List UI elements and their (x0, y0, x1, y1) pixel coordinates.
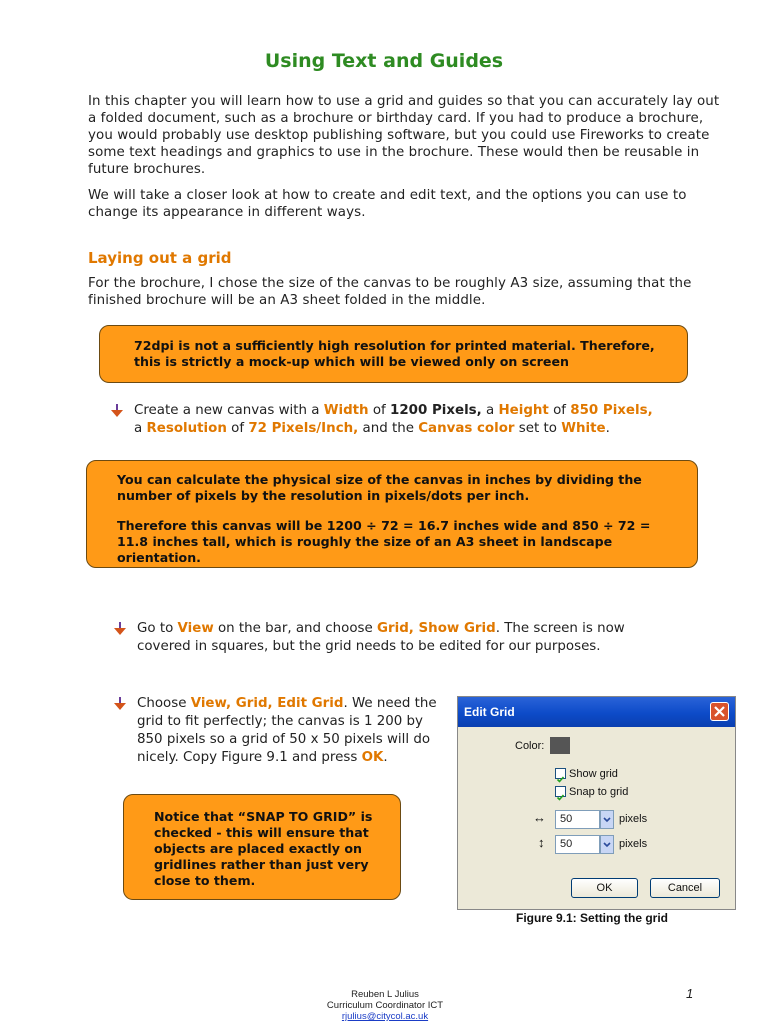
horizontal-unit-label: pixels (619, 813, 648, 825)
ok-term: OK (361, 750, 384, 765)
bullet-arrow-icon (114, 622, 126, 636)
edit-grid-dialog (457, 696, 736, 910)
callout-line: 72dpi is not a sufficiently high resolution for printed material. Therefore, (134, 338, 655, 353)
chevron-down-icon (601, 836, 613, 853)
page-number: 1 (686, 986, 694, 1001)
vertical-spacing-icon: ↕ (538, 835, 545, 850)
snap-to-grid-label: Snap to grid (569, 786, 629, 798)
text: . (605, 421, 610, 436)
text: set to (514, 421, 562, 436)
dialog-titlebar (458, 697, 735, 727)
page-title: Using Text and Guides (264, 50, 504, 72)
text: Create a new canvas with a (134, 403, 324, 418)
text: of (226, 421, 249, 436)
resolution-note-callout (99, 325, 688, 383)
show-grid-checkbox[interactable] (555, 768, 566, 779)
view-term: View (177, 621, 214, 636)
text: Go to (137, 621, 178, 636)
bullet-show-grid (137, 620, 627, 656)
footer-role: Curriculum Coordinator ICT (326, 1000, 444, 1011)
vertical-spacing-dropdown[interactable] (600, 835, 614, 854)
color-label: Color: (515, 740, 545, 752)
vertical-spacing-input[interactable]: 50 (555, 835, 600, 854)
show-grid-term: Grid, Show Grid (377, 621, 496, 636)
figure-caption: Figure 9.1: Setting the grid (516, 911, 669, 925)
checkmark-icon (556, 775, 565, 784)
intro-paragraph-2: We will take a closer look at how to create and edit text, and the options you can use to change its appearance in different ways. (88, 188, 687, 220)
canvas-size-callout (86, 460, 698, 568)
footer-author: Reuben L Julius (351, 989, 419, 1000)
close-icon (711, 703, 728, 720)
close-button[interactable] (710, 702, 729, 721)
footer-email-link[interactable]: rjulius@citycol.ac.uk (341, 1011, 429, 1022)
show-grid-label: Show grid (569, 768, 618, 780)
horizontal-spacing-icon: ↔ (533, 810, 546, 825)
text: . The screen is now covered in squares, but the grid needs to be edited for our purposes. (137, 621, 625, 654)
chevron-down-icon (601, 811, 613, 828)
snap-to-grid-checkbox[interactable] (555, 786, 566, 797)
callout-line: this is strictly a mock-up which will be viewed only on screen (134, 354, 569, 369)
intro-paragraph-1: In this chapter you will learn how to use a grid and guides so that you can accurately lay out a folded document, such as a brochure or birthday card. If you had to produce a brochure, you would probably use desktop publishing software, but you could use Fireworks to create some text headings and graphics to use in the brochure. These would then be reusable in future brochures. (88, 94, 720, 177)
bullet-edit-grid (137, 695, 437, 767)
text: and the (358, 421, 419, 436)
text: Choose (137, 696, 191, 711)
bullet-arrow-icon (111, 404, 123, 418)
checkmark-icon (556, 793, 565, 802)
text: of (548, 403, 571, 418)
width-value: 1200 Pixels, (390, 403, 482, 418)
horizontal-spacing-input[interactable]: 50 (555, 810, 600, 829)
text: a (134, 421, 147, 436)
cancel-button[interactable]: Cancel (650, 878, 720, 898)
callout-paragraph-2: Therefore this canvas will be 1200 ÷ 72 = 16.7 inches wide and 850 ÷ 72 = 11.8 inches tall, which is roughly the size of an A3 sheet in landscape orientation. (117, 518, 651, 565)
resolution-term: Resolution (146, 421, 227, 436)
bullet-arrow-icon (114, 697, 126, 711)
text: of (368, 403, 391, 418)
dialog-title: Edit Grid (464, 705, 515, 719)
snap-to-grid-callout: Notice that “SNAP TO GRID” is checked - this will ensure that objects are placed exactly on gridlines rather than just very close to them. (123, 794, 401, 900)
height-term: Height (498, 403, 549, 418)
canvas-color-term: Canvas color (418, 421, 515, 436)
height-value: 850 Pixels, (570, 403, 653, 418)
bullet-canvas-settings (134, 402, 734, 438)
edit-grid-term: View, Grid, Edit Grid (190, 696, 344, 711)
text: . (383, 750, 388, 765)
horizontal-spacing-dropdown[interactable] (600, 810, 614, 829)
width-term: Width (323, 403, 369, 418)
text: a (481, 403, 499, 418)
ok-button[interactable]: OK (571, 878, 638, 898)
vertical-unit-label: pixels (619, 838, 648, 850)
text: on the bar, and choose (213, 621, 378, 636)
color-swatch-button[interactable] (550, 737, 570, 754)
section-heading: Laying out a grid (88, 249, 232, 267)
text: . We need the grid to fit perfectly; the canvas is 1 200 by 850 pixels so a grid of 50 x 50 pixels will do nicely. Copy Figure 9.1 and press (137, 696, 437, 765)
callout-paragraph-1: You can calculate the physical size of the canvas in inches by dividing the number of pixels by the resolution in pixels/dots per inch. (117, 472, 642, 503)
resolution-value: 72 Pixels/Inch, (248, 421, 359, 436)
white-term: White (561, 421, 606, 436)
section-paragraph: For the brochure, I chose the size of the canvas to be roughly A3 size, assuming that the finished brochure will be an A3 sheet folded in the middle. (88, 276, 692, 308)
